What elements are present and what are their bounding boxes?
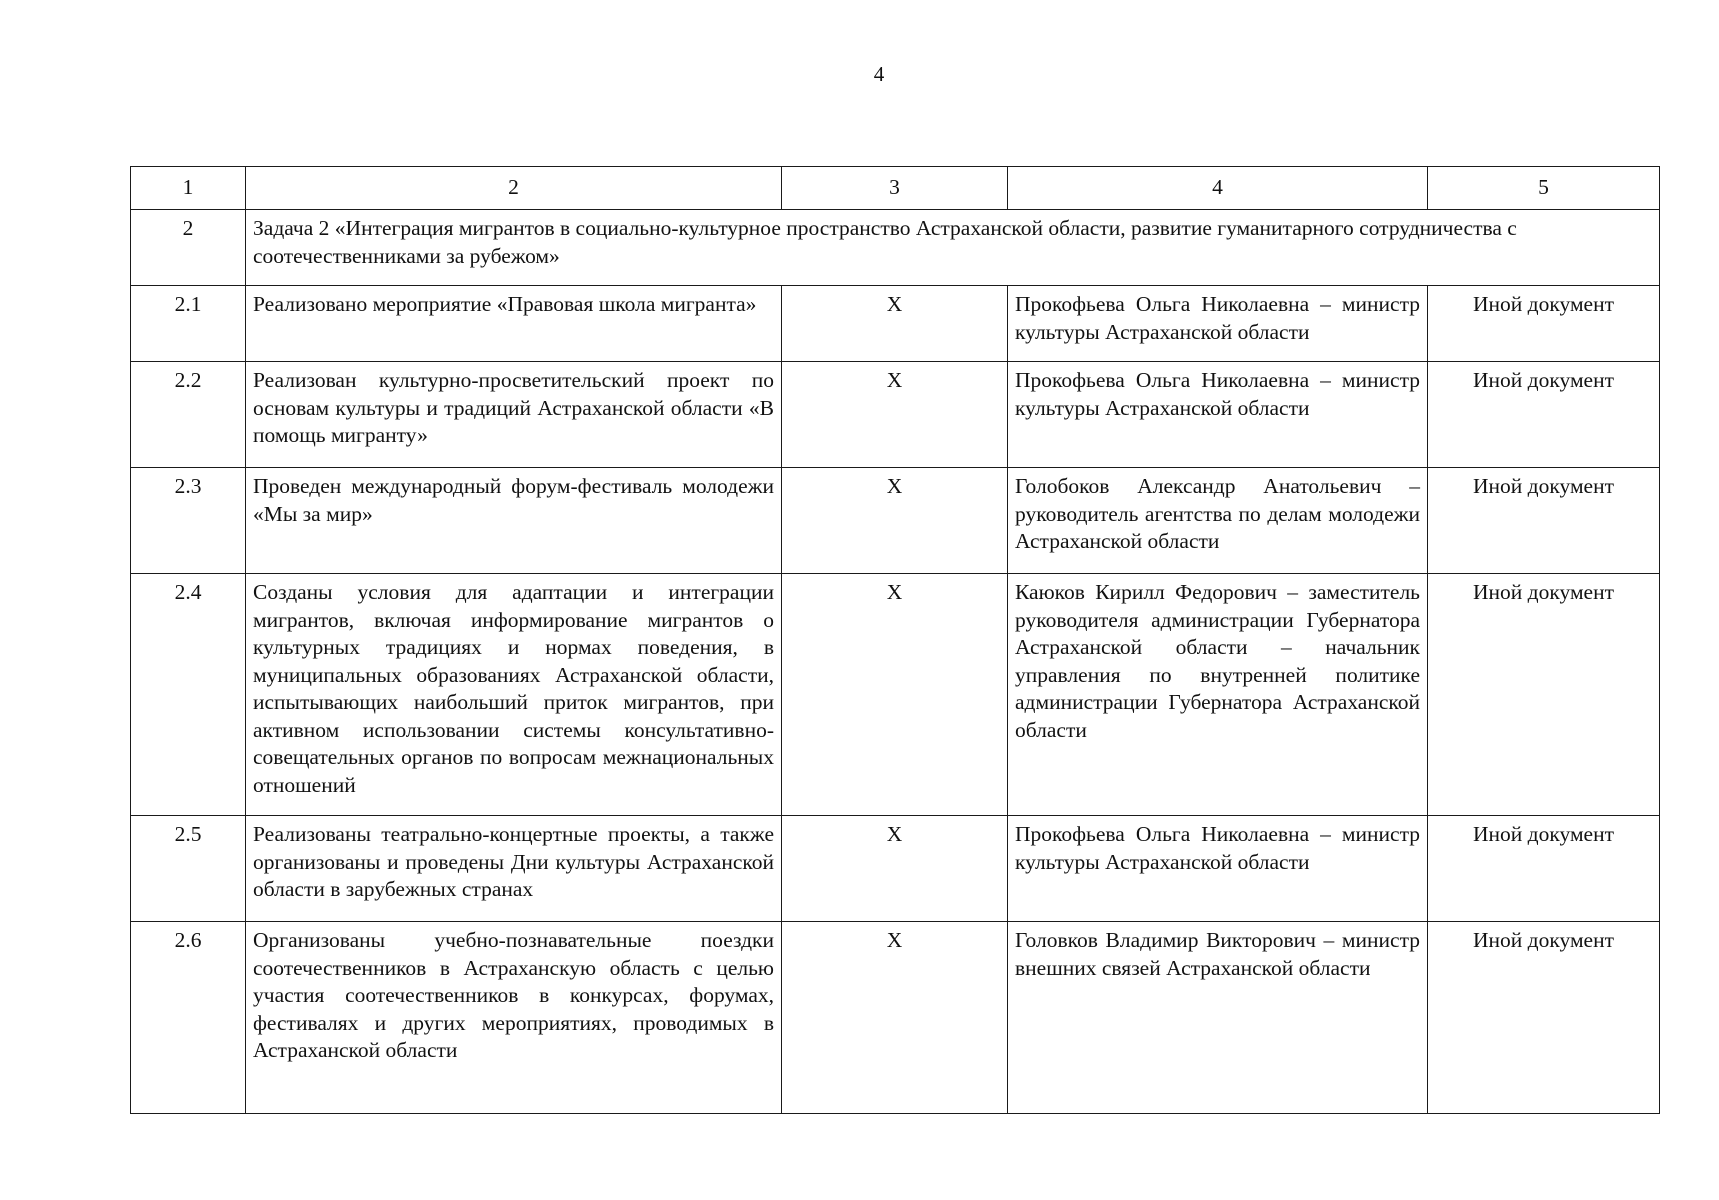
row-number: 2.6 <box>131 922 246 1114</box>
result-cell: Реализовано мероприятие «Правовая школа мигранта» <box>246 286 782 362</box>
document-type-cell: Иной документ <box>1428 574 1660 816</box>
result-cell: Созданы условия для адаптации и интеграции мигрантов, включая информирование мигрантов о культурных традициях и нормах поведения, в муниципальных образованиях Астраханской области, испытывающих наибольший приток мигрантов, при активном использовании системы консультативно-совещательных органов по вопросам межнациональных отношений <box>246 574 782 816</box>
page-number: 4 <box>873 62 885 86</box>
deadline-mark-cell: X <box>782 362 1008 468</box>
responsible-cell: Голобоков Александр Анатольевич – руководитель агентства по делам молодежи Астраханской области <box>1008 468 1428 574</box>
responsible-cell: Прокофьева Ольга Николаевна – министр культуры Астраханской области <box>1008 816 1428 922</box>
task-row <box>131 210 1660 286</box>
responsible-cell: Каюков Кирилл Федорович – заместитель руководителя администрации Губернатора Астраханской области – начальник управления по внутренней политике администрации Губернатора Астраханской области <box>1008 574 1428 816</box>
table-row <box>131 362 1660 468</box>
column-number-2: 2 <box>246 167 782 210</box>
table-row <box>131 922 1660 1114</box>
responsible-cell: Прокофьева Ольга Николаевна – министр культуры Астраханской области <box>1008 362 1428 468</box>
table-row <box>131 816 1660 922</box>
table-row <box>131 468 1660 574</box>
result-cell: Реализован культурно-просветительский проект по основам культуры и традиций Астраханской области «В помощь мигранту» <box>246 362 782 468</box>
result-cell: Реализованы театрально-концертные проекты, а также организованы и проведены Дни культуры Астраханской области в зарубежных странах <box>246 816 782 922</box>
deadline-mark-cell: X <box>782 286 1008 362</box>
row-number: 2.5 <box>131 816 246 922</box>
task-title: Задача 2 «Интеграция мигрантов в социально-культурное пространство Астраханской области, развитие гуманитарного сотрудничества с соотечественниками за рубежом» <box>246 210 1660 286</box>
measures-table <box>130 166 1660 1114</box>
responsible-cell: Прокофьева Ольга Николаевна – министр культуры Астраханской области <box>1008 286 1428 362</box>
responsible-cell: Головков Владимир Викторович – министр внешних связей Астраханской области <box>1008 922 1428 1114</box>
table-row <box>131 574 1660 816</box>
deadline-mark-cell: X <box>782 574 1008 816</box>
row-number: 2.2 <box>131 362 246 468</box>
column-number-1: 1 <box>131 167 246 210</box>
deadline-mark-cell: X <box>782 922 1008 1114</box>
column-number-header-row <box>131 167 1660 210</box>
row-number: 2.1 <box>131 286 246 362</box>
document-type-cell: Иной документ <box>1428 922 1660 1114</box>
document-type-cell: Иной документ <box>1428 468 1660 574</box>
document-type-cell: Иной документ <box>1428 816 1660 922</box>
deadline-mark-cell: X <box>782 816 1008 922</box>
task-number: 2 <box>131 210 246 286</box>
result-cell: Проведен международный форум-фестиваль молодежи «Мы за мир» <box>246 468 782 574</box>
document-type-cell: Иной документ <box>1428 286 1660 362</box>
document-type-cell: Иной документ <box>1428 362 1660 468</box>
deadline-mark-cell: X <box>782 468 1008 574</box>
column-number-4: 4 <box>1008 167 1428 210</box>
column-number-5: 5 <box>1428 167 1660 210</box>
table-row <box>131 286 1660 362</box>
result-cell: Организованы учебно-познавательные поездки соотечественников в Астраханскую область с целью участия соотечественников в конкурсах, форумах, фестивалях и других мероприятиях, проводимых в Астраханской области <box>246 922 782 1114</box>
column-number-3: 3 <box>782 167 1008 210</box>
row-number: 2.3 <box>131 468 246 574</box>
row-number: 2.4 <box>131 574 246 816</box>
